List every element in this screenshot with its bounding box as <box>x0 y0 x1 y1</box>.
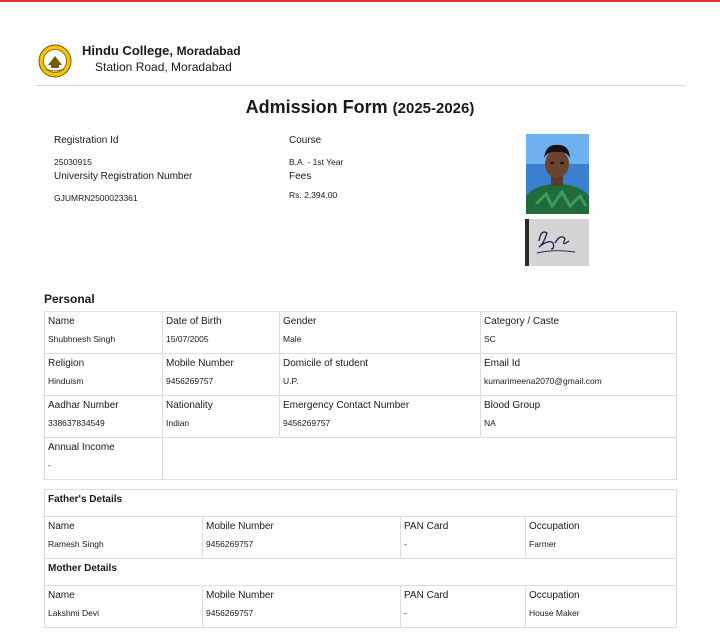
father-occupation-label: Occupation <box>529 521 580 532</box>
mother-heading: Mother Details <box>45 559 677 586</box>
student-photo <box>526 134 589 214</box>
religion-label: Religion <box>48 358 85 369</box>
table-row <box>45 312 677 354</box>
income-label: Annual Income <box>48 442 115 453</box>
father-pan-label: PAN Card <box>404 521 449 532</box>
table-row <box>45 396 677 438</box>
college-city: Moradabad <box>176 44 241 58</box>
emergency-value: 9456269757 <box>283 418 331 428</box>
fees-value: Rs. 2,394.00 <box>289 190 338 200</box>
mother-occupation-cell <box>526 586 677 628</box>
name-label: Name <box>48 316 75 327</box>
father-mobile-value: 9456269757 <box>206 539 254 549</box>
mother-name-value: Lakshmi Devi <box>48 608 100 618</box>
income-value: - <box>48 460 51 470</box>
college-header <box>38 42 698 82</box>
nationality-value: Indian <box>166 418 190 428</box>
reg-id-label: Registration Id <box>54 135 119 146</box>
form-session: (2025-2026) <box>392 100 475 117</box>
dob-value: 15/07/2005 <box>166 334 209 344</box>
course-label: Course <box>289 135 322 146</box>
income-cell <box>45 438 163 480</box>
mobile-value: 9456269757 <box>166 376 214 386</box>
email-label: Email Id <box>484 358 521 369</box>
table-row <box>45 517 677 559</box>
form-title: Admission Form <box>245 97 388 117</box>
uni-reg-label: University Registration Number <box>54 171 193 182</box>
mother-occupation-value: House Maker <box>529 608 580 618</box>
gender-label: Gender <box>283 316 317 327</box>
mobile-label: Mobile Number <box>166 358 234 369</box>
college-name <box>82 43 241 58</box>
mobile-cell <box>163 354 280 396</box>
religion-cell <box>45 354 163 396</box>
father-pan-cell <box>401 517 526 559</box>
father-name-label: Name <box>48 521 75 532</box>
mother-mobile-cell <box>203 586 401 628</box>
dob-cell <box>163 312 280 354</box>
college-address: Station Road, Moradabad <box>95 60 232 74</box>
emergency-cell <box>280 396 481 438</box>
mother-occupation-label: Occupation <box>529 590 580 601</box>
family-details-table <box>44 489 677 628</box>
student-signature <box>525 219 589 266</box>
mother-name-cell <box>45 586 203 628</box>
gender-cell <box>280 312 481 354</box>
table-row <box>45 490 677 517</box>
father-heading: Father's Details <box>45 490 677 517</box>
dob-label: Date of Birth <box>166 316 222 327</box>
father-pan-value: - <box>404 539 407 549</box>
father-name-cell <box>45 517 203 559</box>
category-label: Category / Caste <box>484 316 560 327</box>
college-name-text: Hindu College, <box>82 43 173 58</box>
father-occupation-value: Farmer <box>529 539 557 549</box>
emergency-label: Emergency Contact Number <box>283 400 410 411</box>
uni-reg-value: GJUMRN2500023361 <box>54 193 138 203</box>
page-title <box>0 97 720 118</box>
mother-pan-label: PAN Card <box>404 590 449 601</box>
empty-cell <box>163 438 677 480</box>
domicile-cell <box>280 354 481 396</box>
father-occupation-cell <box>526 517 677 559</box>
mother-name-label: Name <box>48 590 75 601</box>
mother-pan-value: - <box>404 608 407 618</box>
table-row <box>45 438 677 480</box>
header-divider <box>36 85 686 86</box>
nationality-cell <box>163 396 280 438</box>
father-mobile-label: Mobile Number <box>206 521 274 532</box>
personal-details-table <box>44 311 677 480</box>
domicile-value: U.P. <box>283 376 299 386</box>
table-row <box>45 354 677 396</box>
fees-label: Fees <box>289 171 312 182</box>
blood-label: Blood Group <box>484 400 541 411</box>
category-cell <box>481 312 677 354</box>
religion-value: Hinduism <box>48 376 84 386</box>
category-value: SC <box>484 334 496 344</box>
mother-mobile-label: Mobile Number <box>206 590 274 601</box>
blood-value: NA <box>484 418 496 428</box>
aadhar-label: Aadhar Number <box>48 400 119 411</box>
table-row <box>45 586 677 628</box>
name-value: Shubhnesh Singh <box>48 334 116 344</box>
aadhar-value: 338637834549 <box>48 418 105 428</box>
top-accent-line <box>0 0 720 2</box>
father-name-value: Ramesh Singh <box>48 539 104 549</box>
mother-pan-cell <box>401 586 526 628</box>
father-mobile-cell <box>203 517 401 559</box>
personal-heading: Personal <box>44 292 95 306</box>
college-emblem-icon <box>38 44 72 78</box>
email-cell <box>481 354 677 396</box>
aadhar-cell <box>45 396 163 438</box>
course-value: B.A. - 1st Year <box>289 157 344 167</box>
table-row <box>45 559 677 586</box>
name-cell <box>45 312 163 354</box>
blood-cell <box>481 396 677 438</box>
reg-id-value: 25030915 <box>54 157 92 167</box>
email-value: kumarimeena2070@gmail.com <box>484 376 602 386</box>
gender-value: Male <box>283 334 302 344</box>
mother-mobile-value: 9456269757 <box>206 608 254 618</box>
nationality-label: Nationality <box>166 400 213 411</box>
domicile-label: Domicile of student <box>283 358 369 369</box>
